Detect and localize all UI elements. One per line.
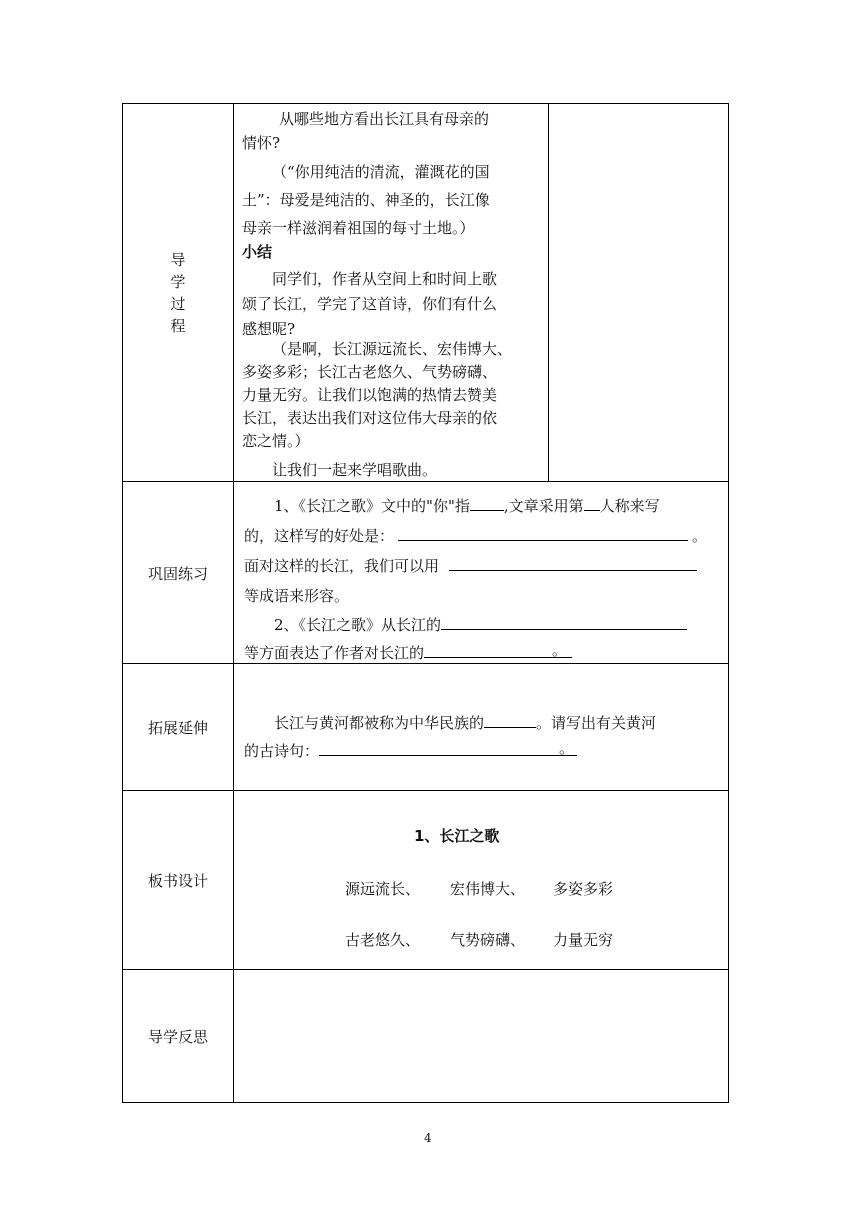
board-item: 多姿多彩: [553, 880, 614, 898]
consolidation-content: [234, 482, 728, 664]
question-1-line-2: 的，这样写的好处是： 。: [244, 527, 708, 545]
board-item: 力量无穷: [553, 931, 614, 949]
text-line: 同学们，作者从空间上和时间上歌: [272, 270, 498, 288]
question-1-line-3: 面对这样的长江，我们可以用: [244, 555, 697, 576]
question-1-line-1: 1、《长江之歌》文中的"你"指 ,文章采用第 人称来写: [274, 497, 660, 515]
row-label-board-design: 板书设计: [123, 791, 234, 970]
blank: 。: [319, 740, 577, 756]
blank: [470, 495, 504, 511]
page-number: 4: [424, 1131, 432, 1145]
text-line: （“你用纯洁的清流，灌溉花的国: [272, 163, 490, 181]
question-2-line-2: 等方面表达了作者对长江的 。: [244, 642, 572, 663]
board-item: 气势磅礴、: [450, 931, 526, 949]
text-line: 让我们一起来学唱歌曲。: [272, 461, 438, 479]
row-label-extension: 拓展延伸: [123, 664, 234, 791]
board-item: 源远流长、: [345, 880, 421, 898]
row-board-design: [123, 790, 728, 970]
extension-content: [234, 664, 728, 791]
row-guided-learning: [123, 104, 728, 481]
text-line: 多姿多彩；长江古老悠久、气势磅礴、: [242, 363, 498, 381]
board-title: 1、长江之歌: [414, 827, 500, 845]
lesson-table: [122, 103, 729, 1103]
blank: [441, 614, 687, 630]
blank: [449, 555, 697, 571]
text-line: 力量无穷。让我们以饱满的热情去赞美: [242, 386, 498, 404]
main-content-cell: [234, 104, 549, 481]
row-extension: [123, 663, 728, 791]
text-line: 颂了长江，学完了这首诗，你们有什么: [242, 295, 498, 313]
text-line: （是啊，长江源远流长、宏伟博大、: [272, 340, 513, 358]
text-line: 土”：母爱是纯洁的、神圣的，长江像: [242, 191, 490, 209]
blank: [484, 712, 536, 728]
notes-cell: [549, 104, 728, 481]
question-2-line-1: 2、《长江之歌》从长江的: [274, 614, 687, 635]
summary-heading: 小结: [242, 243, 273, 261]
extension-line-1: 长江与黄河都被称为中华民族的 。请写出有关黄河: [274, 714, 657, 732]
blank: [584, 495, 600, 511]
blank: [398, 525, 688, 541]
board-design-content: [234, 791, 728, 970]
row-label-reflection: 导学反思: [123, 970, 234, 1103]
row-consolidation: [123, 481, 728, 664]
text-line: 长江，表达出我们对这位伟大母亲的依: [242, 409, 498, 427]
extension-line-2: 的古诗句： 。: [244, 740, 577, 761]
board-item: 古老悠久、: [345, 931, 421, 949]
reflection-content: [234, 970, 728, 1103]
blank: 。: [424, 642, 572, 658]
row-label-guided-learning: [123, 104, 234, 481]
text-line: 从哪些地方看出长江具有母亲的: [279, 110, 490, 128]
label-char: 学: [170, 272, 186, 291]
board-item: 宏伟博大、: [450, 880, 526, 898]
question-1-line-4: 等成语来形容。: [244, 587, 350, 605]
row-label-consolidation: 巩固练习: [123, 482, 234, 664]
text-line: 情怀?: [242, 134, 281, 152]
label-char: 程: [170, 316, 186, 335]
text-line: 感想呢?: [242, 320, 296, 338]
label-char: 导: [170, 250, 186, 269]
label-char: 过: [170, 294, 186, 313]
text-line: 母亲一样滋润着祖国的每寸土地。）: [242, 219, 475, 237]
text-line: 恋之情。）: [242, 432, 310, 450]
row-reflection: [123, 969, 728, 1103]
